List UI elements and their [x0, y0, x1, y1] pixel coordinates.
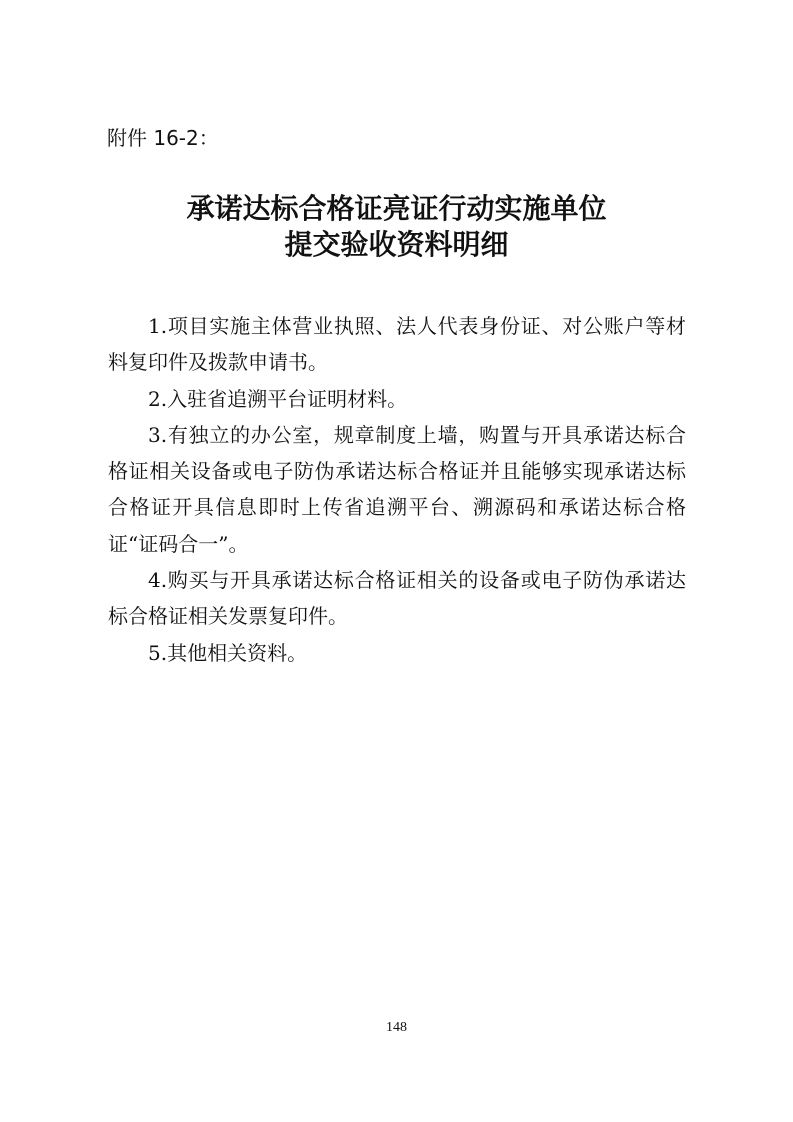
requirements-list	[108, 308, 686, 671]
requirement-item-1: 1.项目实施主体营业执照、法人代表身份证、对公账户等材料复印件及拨款申请书。	[108, 314, 686, 375]
requirement-item-5: 5.其他相关资料。	[148, 640, 308, 665]
requirement-item-2: 2.入驻省追溯平台证明材料。	[148, 386, 408, 411]
page-number: 148	[386, 1020, 407, 1035]
document-title-line-1: 承诺达标合格证亮证行动实施单位	[186, 192, 607, 225]
requirement-item-4: 4.购买与开具承诺达标合格证相关的设备或电子防伪承诺达标合格证相关发票复印件。	[108, 568, 686, 629]
attachment-label: 附件 16-2：	[107, 126, 219, 150]
document-title-line-2: 提交验收资料明细	[284, 228, 509, 261]
requirement-item-3: 3.有独立的办公室，规章制度上墙，购置与开具承诺达标合格证相关设备或电子防伪承诺达标合格证并且能够实现承诺达标合格证开具信息即时上传省追溯平台、溯源码和承诺达标合格证“证码合一”。	[108, 422, 686, 556]
